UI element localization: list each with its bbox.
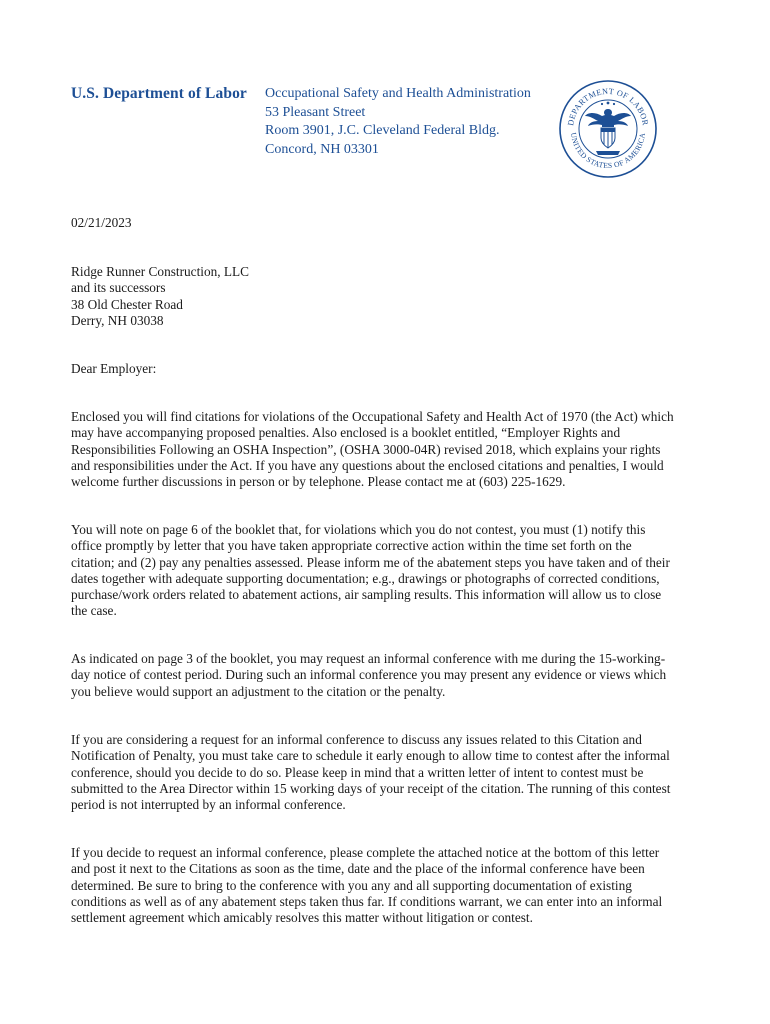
paragraph-line: Notification of Penalty, you must take care to schedule it early enough to allow time to contest after the informal (71, 748, 670, 764)
address-line: Room 3901, J.C. Cleveland Federal Bldg. (265, 123, 500, 138)
recipient-address (71, 264, 249, 329)
svg-text:UNITED STATES OF AMERICA: UNITED STATES OF AMERICA (568, 132, 648, 171)
paragraph-line: If you are considering a request for an informal conference to discuss any issues related to this Citation and (71, 732, 642, 747)
recipient-line: Ridge Runner Construction, LLC (71, 264, 250, 279)
paragraph-line: conditions as well as of any abatement steps taken thus far. If conditions warrant, we can enter into an informal (71, 893, 663, 909)
paragraph-line: dates together with adequate supporting documentation; e.g., drawings or photographs of corrected conditions, (71, 570, 660, 586)
paragraph-line: welcome further discussions in person or by telephone. Please contact me at (603) 225-1629. (71, 474, 566, 490)
paragraph-line: may have accompanying proposed penalties. Also enclosed is a booklet entitled, “Employer Rights and (71, 425, 621, 441)
body-paragraph-4 (71, 732, 703, 813)
paragraph-line: If you decide to request an informal conference, please complete the attached notice at the bottom of this letter (71, 845, 660, 860)
address-line: Occupational Safety and Health Administration (265, 86, 531, 101)
svg-text:DEPARTMENT OF LABOR: DEPARTMENT OF LABOR (566, 86, 650, 127)
body-paragraph-2 (71, 522, 703, 620)
agency-address (265, 85, 531, 159)
paragraph-line: day notice of contest period. During such an informal conference you may present any evidence or views which (71, 667, 667, 683)
paragraph-line: submitted to the Area Director within 15 working days of your receipt of the citation. The running of this contest (71, 780, 671, 796)
paragraph-line: Responsibilities Following an OSHA Inspection”, (OSHA 3000-04R) revised 2018, which explains your rights (71, 441, 661, 457)
paragraph-line: Enclosed you will find citations for violations of the Occupational Safety and Health Act of 1970 (the Act) which (71, 409, 674, 424)
dol-seal-icon (558, 79, 658, 179)
paragraph-line: you believe would support an adjustment to the citation or the penalty. (71, 683, 446, 699)
address-line: Concord, NH 03301 (265, 141, 379, 157)
paragraph-line: conference, should you decide to do so. Please keep in mind that a written letter of intent to contest must be (71, 764, 644, 780)
body-paragraph-3 (71, 651, 703, 700)
recipient-line: and its successors (71, 280, 166, 296)
paragraph-line: period is not interrupted by an informal conference. (71, 797, 346, 813)
department-name: U.S. Department of Labor (71, 85, 247, 102)
salutation: Dear Employer: (71, 361, 157, 376)
paragraph-line: As indicated on page 3 of the booklet, you may request an informal conference with me during the 15-working- (71, 651, 666, 666)
paragraph-line: purchase/work orders related to abatement actions, air sampling results. This information will allow us to close (71, 587, 662, 603)
paragraph-line: You will note on page 6 of the booklet that, for violations which you do not contest, you must (1) notify this (71, 522, 646, 537)
address-line: 53 Pleasant Street (265, 104, 366, 120)
paragraph-line: and responsibilities under the Act. If you have any questions about the enclosed citations and penalties, I would (71, 457, 664, 473)
paragraph-line: office promptly by letter that you have taken appropriate corrective action within the time set forth on the (71, 538, 632, 554)
letter-date: 02/21/2023 (71, 215, 132, 230)
body-paragraph-1 (71, 409, 703, 490)
letterhead (71, 85, 711, 185)
paragraph-line: settlement agreement which amicably resolves this matter without litigation or contest. (71, 910, 533, 926)
paragraph-line: determined. Be sure to bring to the conference with you any and all supporting documentation of existing (71, 877, 632, 893)
body-paragraph-5 (71, 845, 703, 926)
paragraph-line: citation; and (2) pay any penalties assessed. Please inform me of the abatement steps you have taken and of their (71, 554, 670, 570)
paragraph-line: the case. (71, 603, 117, 619)
recipient-line: Derry, NH 03038 (71, 312, 164, 328)
recipient-line: 38 Old Chester Road (71, 296, 183, 312)
paragraph-line: and post it next to the Citations as soon as the time, date and the place of the informal conference have been (71, 861, 645, 877)
